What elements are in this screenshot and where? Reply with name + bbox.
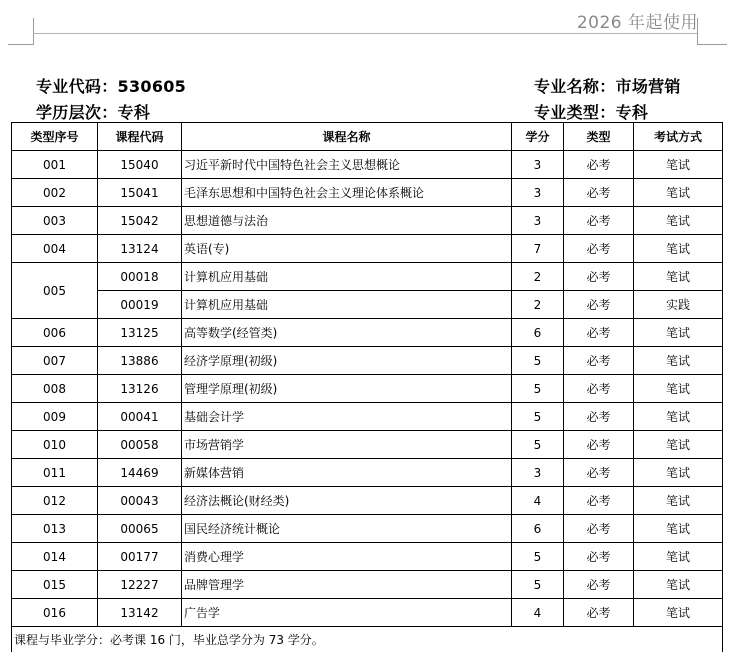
cell-name: 英语(专) bbox=[182, 235, 512, 263]
crop-mark-right bbox=[697, 18, 698, 44]
program-type bbox=[534, 100, 648, 123]
cell-exam: 笔试 bbox=[634, 487, 723, 515]
program-type-value: 专科 bbox=[615, 103, 649, 122]
crop-mark-left-h bbox=[8, 44, 34, 45]
program-code-value: 530605 bbox=[117, 77, 187, 96]
cell-code: 13142 bbox=[98, 599, 182, 627]
cell-name: 计算机应用基础 bbox=[182, 291, 512, 319]
cell-credit: 3 bbox=[512, 459, 564, 487]
cell-seq: 002 bbox=[12, 179, 98, 207]
table-row bbox=[12, 151, 723, 179]
table-row bbox=[12, 179, 723, 207]
cell-name: 毛泽东思想和中国特色社会主义理论体系概论 bbox=[182, 179, 512, 207]
cell-code: 14469 bbox=[98, 459, 182, 487]
cell-code: 00177 bbox=[98, 543, 182, 571]
header-code: 课程代码 bbox=[98, 123, 182, 151]
table-footer-row bbox=[12, 627, 723, 653]
cell-credit: 5 bbox=[512, 347, 564, 375]
cell-type: 必考 bbox=[564, 291, 634, 319]
table-row bbox=[12, 515, 723, 543]
table-row bbox=[12, 403, 723, 431]
cell-seq: 004 bbox=[12, 235, 98, 263]
cell-exam: 笔试 bbox=[634, 431, 723, 459]
cell-credit: 5 bbox=[512, 431, 564, 459]
program-name bbox=[534, 74, 681, 97]
cell-name: 消费心理学 bbox=[182, 543, 512, 571]
cell-seq: 016 bbox=[12, 599, 98, 627]
cell-type: 必考 bbox=[564, 571, 634, 599]
table-row bbox=[12, 459, 723, 487]
cell-exam: 笔试 bbox=[634, 347, 723, 375]
cell-name: 市场营销学 bbox=[182, 431, 512, 459]
cell-name: 经济学原理(初级) bbox=[182, 347, 512, 375]
cell-seq: 012 bbox=[12, 487, 98, 515]
cell-credit: 2 bbox=[512, 263, 564, 291]
cell-credit: 2 bbox=[512, 291, 564, 319]
cell-exam: 笔试 bbox=[634, 179, 723, 207]
cell-code: 00018 bbox=[98, 263, 182, 291]
table-header-row bbox=[12, 123, 723, 151]
cell-credit: 3 bbox=[512, 179, 564, 207]
cell-seq: 007 bbox=[12, 347, 98, 375]
header-name: 课程名称 bbox=[182, 123, 512, 151]
cell-type: 必考 bbox=[564, 375, 634, 403]
cell-code: 13124 bbox=[98, 235, 182, 263]
cell-credit: 5 bbox=[512, 375, 564, 403]
cell-seq: 013 bbox=[12, 515, 98, 543]
cell-seq: 003 bbox=[12, 207, 98, 235]
cell-seq: 010 bbox=[12, 431, 98, 459]
cell-type: 必考 bbox=[564, 459, 634, 487]
crop-mark-left bbox=[33, 18, 34, 44]
table-row bbox=[12, 431, 723, 459]
cell-credit: 5 bbox=[512, 571, 564, 599]
cell-exam: 笔试 bbox=[634, 151, 723, 179]
header-credit: 学分 bbox=[512, 123, 564, 151]
cell-code: 13125 bbox=[98, 319, 182, 347]
cell-credit: 4 bbox=[512, 487, 564, 515]
cell-type: 必考 bbox=[564, 179, 634, 207]
table-row bbox=[12, 263, 723, 291]
header-seq: 类型序号 bbox=[12, 123, 98, 151]
table-row bbox=[12, 319, 723, 347]
cell-name: 新媒体营销 bbox=[182, 459, 512, 487]
cell-code: 00065 bbox=[98, 515, 182, 543]
cell-credit: 3 bbox=[512, 151, 564, 179]
cell-seq: 001 bbox=[12, 151, 98, 179]
cell-seq: 008 bbox=[12, 375, 98, 403]
table-row bbox=[12, 487, 723, 515]
cell-type: 必考 bbox=[564, 543, 634, 571]
cell-seq: 005 bbox=[12, 263, 98, 319]
cell-exam: 笔试 bbox=[634, 235, 723, 263]
header-rule bbox=[33, 33, 697, 34]
cell-exam: 笔试 bbox=[634, 263, 723, 291]
cell-seq: 014 bbox=[12, 543, 98, 571]
table-row bbox=[12, 375, 723, 403]
cell-name: 管理学原理(初级) bbox=[182, 375, 512, 403]
cell-code: 13126 bbox=[98, 375, 182, 403]
cell-exam: 笔试 bbox=[634, 543, 723, 571]
cell-name: 经济法概论(财经类) bbox=[182, 487, 512, 515]
cell-name: 高等数学(经管类) bbox=[182, 319, 512, 347]
cell-exam: 笔试 bbox=[634, 319, 723, 347]
cell-code: 15042 bbox=[98, 207, 182, 235]
cell-exam: 笔试 bbox=[634, 207, 723, 235]
cell-code: 15041 bbox=[98, 179, 182, 207]
program-level-label: 学历层次： bbox=[36, 103, 118, 122]
cell-type: 必考 bbox=[564, 403, 634, 431]
cell-code: 00058 bbox=[98, 431, 182, 459]
table-row bbox=[12, 207, 723, 235]
table-row bbox=[12, 291, 723, 319]
cell-type: 必考 bbox=[564, 263, 634, 291]
cell-type: 必考 bbox=[564, 431, 634, 459]
table-row bbox=[12, 543, 723, 571]
cell-credit: 5 bbox=[512, 403, 564, 431]
cell-name: 国民经济统计概论 bbox=[182, 515, 512, 543]
header-exam: 考试方式 bbox=[634, 123, 723, 151]
cell-exam: 实践 bbox=[634, 291, 723, 319]
program-code bbox=[36, 74, 186, 97]
cell-name: 思想道德与法治 bbox=[182, 207, 512, 235]
cell-name: 计算机应用基础 bbox=[182, 263, 512, 291]
crop-mark-right-h bbox=[697, 44, 727, 45]
cell-type: 必考 bbox=[564, 599, 634, 627]
cell-exam: 笔试 bbox=[634, 599, 723, 627]
cell-credit: 4 bbox=[512, 599, 564, 627]
program-name-value: 市场营销 bbox=[615, 77, 681, 96]
program-level-value: 专科 bbox=[117, 103, 151, 122]
table-row bbox=[12, 599, 723, 627]
cell-name: 习近平新时代中国特色社会主义思想概论 bbox=[182, 151, 512, 179]
cell-exam: 笔试 bbox=[634, 375, 723, 403]
cell-name: 基础会计学 bbox=[182, 403, 512, 431]
cell-type: 必考 bbox=[564, 319, 634, 347]
cell-seq: 011 bbox=[12, 459, 98, 487]
table-row bbox=[12, 571, 723, 599]
cell-credit: 6 bbox=[512, 515, 564, 543]
cell-seq: 006 bbox=[12, 319, 98, 347]
cell-code: 00043 bbox=[98, 487, 182, 515]
cell-code: 13886 bbox=[98, 347, 182, 375]
cell-seq: 015 bbox=[12, 571, 98, 599]
program-code-label: 专业代码： bbox=[36, 77, 118, 96]
course-table bbox=[11, 122, 723, 652]
graduation-credit-note: 课程与毕业学分：必考课 16 门，毕业总学分为 73 学分。 bbox=[12, 627, 723, 653]
cell-credit: 7 bbox=[512, 235, 564, 263]
cell-credit: 6 bbox=[512, 319, 564, 347]
cell-type: 必考 bbox=[564, 207, 634, 235]
program-level bbox=[36, 100, 150, 123]
program-name-label: 专业名称： bbox=[534, 77, 616, 96]
cell-code: 00019 bbox=[98, 291, 182, 319]
cell-exam: 笔试 bbox=[634, 403, 723, 431]
cell-exam: 笔试 bbox=[634, 571, 723, 599]
cell-credit: 3 bbox=[512, 207, 564, 235]
cell-code: 12227 bbox=[98, 571, 182, 599]
table-row bbox=[12, 347, 723, 375]
cell-type: 必考 bbox=[564, 487, 634, 515]
cell-name: 广告学 bbox=[182, 599, 512, 627]
cell-type: 必考 bbox=[564, 235, 634, 263]
header-note: 2026 年起使用 bbox=[576, 13, 698, 33]
cell-type: 必考 bbox=[564, 515, 634, 543]
cell-seq: 009 bbox=[12, 403, 98, 431]
table-row bbox=[12, 235, 723, 263]
cell-exam: 笔试 bbox=[634, 459, 723, 487]
cell-exam: 笔试 bbox=[634, 515, 723, 543]
cell-name: 品牌管理学 bbox=[182, 571, 512, 599]
cell-code: 00041 bbox=[98, 403, 182, 431]
cell-credit: 5 bbox=[512, 543, 564, 571]
header-type: 类型 bbox=[564, 123, 634, 151]
cell-type: 必考 bbox=[564, 347, 634, 375]
cell-type: 必考 bbox=[564, 151, 634, 179]
program-type-label: 专业类型： bbox=[534, 103, 616, 122]
cell-code: 15040 bbox=[98, 151, 182, 179]
